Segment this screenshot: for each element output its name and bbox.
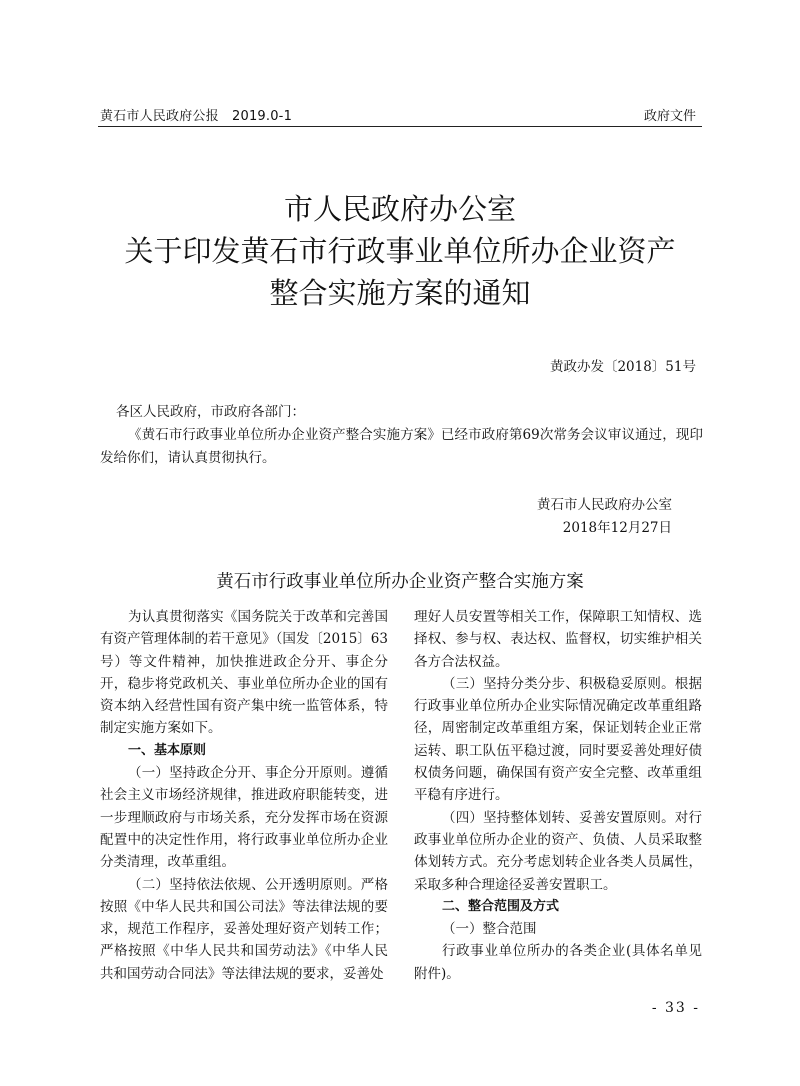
- right-paragraph: （四）坚持整体划转、妥善安置原则。对行政事业单位所办企业的资产、负债、人员采取整体划转方式。充分考虑划转企业各类人员属性，采取多种合理途径妥善安置职工。: [414, 809, 702, 893]
- notice-title-line-3: 整合实施方案的通知: [269, 276, 531, 310]
- subsection-heading: （一）整合范围: [442, 921, 537, 938]
- left-paragraph: 为认真贯彻落实《国务院关于改革和完善国有资产管理体制的若干意见》（国发〔2015〕63号）等文件精神，加快推进政企分开、事企分开，稳步将党政机关、事业单位所办企业的国有资本纳入经营性国有资产集中统一监管体系，特制定实施方案如下。: [100, 609, 388, 737]
- page-number: - 33 -: [651, 1000, 700, 1016]
- right-paragraph: 行政事业单位所办的各类企业(具体名单见附件)。: [414, 943, 702, 982]
- section-heading: 二、整合范围及方式: [442, 898, 560, 914]
- notice-title-line-1: 市人民政府办公室: [283, 192, 516, 226]
- bulletin-header-section: 政府文件: [643, 109, 696, 124]
- section-heading: 一、基本原则: [128, 742, 207, 758]
- left-paragraph: （一）坚持政企分开、事企分开原则。遵循社会主义市场经济规律，推进政府职能转变，进一步理顺政府与市场关系，充分发挥市场在资源配置中的决定性作用，将行政事业单位所办企业分类清理，改革重组。: [100, 765, 388, 871]
- left-column: [100, 606, 388, 985]
- bulletin-header-issue: 黄石市人民政府公报 2019.0-1: [100, 109, 293, 124]
- signature-org: 黄石市人民政府办公室: [537, 497, 672, 513]
- plan-title: 黄石市行政事业单位所办企业资产整合实施方案: [216, 572, 584, 592]
- notice-title-line-2: 关于印发黄石市行政事业单位所办企业资产: [124, 234, 676, 268]
- right-paragraph: （三）坚持分类分步、积极稳妥原则。根据行政事业单位所办企业实际情况确定改革重组路径，周密制定改革重组方案，保证划转企业正常运转、职工队伍平稳过渡，同时要妥善处理好债权债务问题，确保国有资产安全完整、改革重组平稳有序进行。: [414, 675, 702, 804]
- notice-body: 《黄石市行政事业单位所办企业资产整合实施方案》已经市政府第69次常务会议审议通过，现印发给你们，请认真贯彻执行。: [100, 427, 703, 466]
- right-paragraph-continued: 理好人员安置等相关工作，保障职工知情权、选择权、参与权、表达权、监督权，切实维护相关各方合法权益。: [414, 609, 702, 670]
- document-number: 黄政办发〔2018〕51号: [549, 359, 696, 375]
- left-paragraph: （二）坚持依法依规、公开透明原则。严格按照《中华人民共和国公司法》等法律法规的要求，规范工作程序，妥善处理好资产划转工作；严格按照《中华人民共和国劳动法》《中华人民共和国劳动合同法》等法律法规的要求，妥善处: [100, 876, 388, 982]
- notice-title: [0, 188, 800, 314]
- signature-date: 2018年12月27日: [562, 520, 672, 536]
- header-divider: [98, 126, 702, 127]
- addressee: 各区人民政府，市政府各部门：: [116, 404, 305, 420]
- right-column: [414, 606, 702, 985]
